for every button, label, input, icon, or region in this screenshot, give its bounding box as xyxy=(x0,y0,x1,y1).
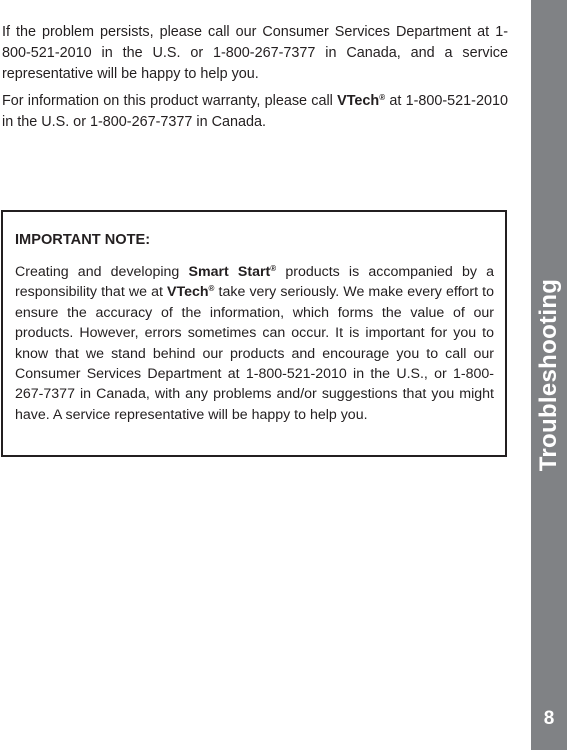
brand-name: VTech xyxy=(337,93,380,109)
brand-name: VTech xyxy=(167,284,209,301)
note-text-1: Creating and developing xyxy=(15,264,189,280)
registered-mark: ® xyxy=(208,284,215,294)
note-text-3: take very seriously. We make every effort to ensure the accuracy of the information, which forms the value of our products. However, errors sometimes can occur. It is important for you to know that we stand behind our products and encourage you to call our Consumer Services Department at 1-800-521-2010 in the U.S., or 1-800-267-7377 in Canada, with any problems and/or suggestions that you might have. A service representative will be happy to help you. xyxy=(15,284,494,423)
warranty-paragraph xyxy=(2,91,508,133)
page-number: 8 xyxy=(543,708,555,729)
section-sidebar xyxy=(531,0,567,750)
important-note-title: IMPORTANT NOTE: xyxy=(15,232,151,248)
warranty-text-end: at 1-800-521-2010 in the U.S. or 1-800-267-7377 in Canada. xyxy=(2,93,508,130)
section-title: Troubleshooting xyxy=(535,278,562,472)
main-content xyxy=(2,22,508,139)
support-paragraph: If the problem persists, please call our Consumer Services Department at 1-800-521-2010 in the U.S. or 1-800-267-7377 in Canada, and a service representative will be happy to help you. xyxy=(2,24,508,82)
note-text-2: products is accompanied by a responsibility that we at xyxy=(15,264,494,301)
product-name: Smart Start xyxy=(188,264,271,280)
warranty-text-start: For information on this product warranty, please call xyxy=(2,93,338,109)
registered-mark: ® xyxy=(270,264,277,273)
important-note-box xyxy=(1,210,507,457)
important-note-body xyxy=(15,262,494,425)
registered-mark: ® xyxy=(379,93,386,102)
